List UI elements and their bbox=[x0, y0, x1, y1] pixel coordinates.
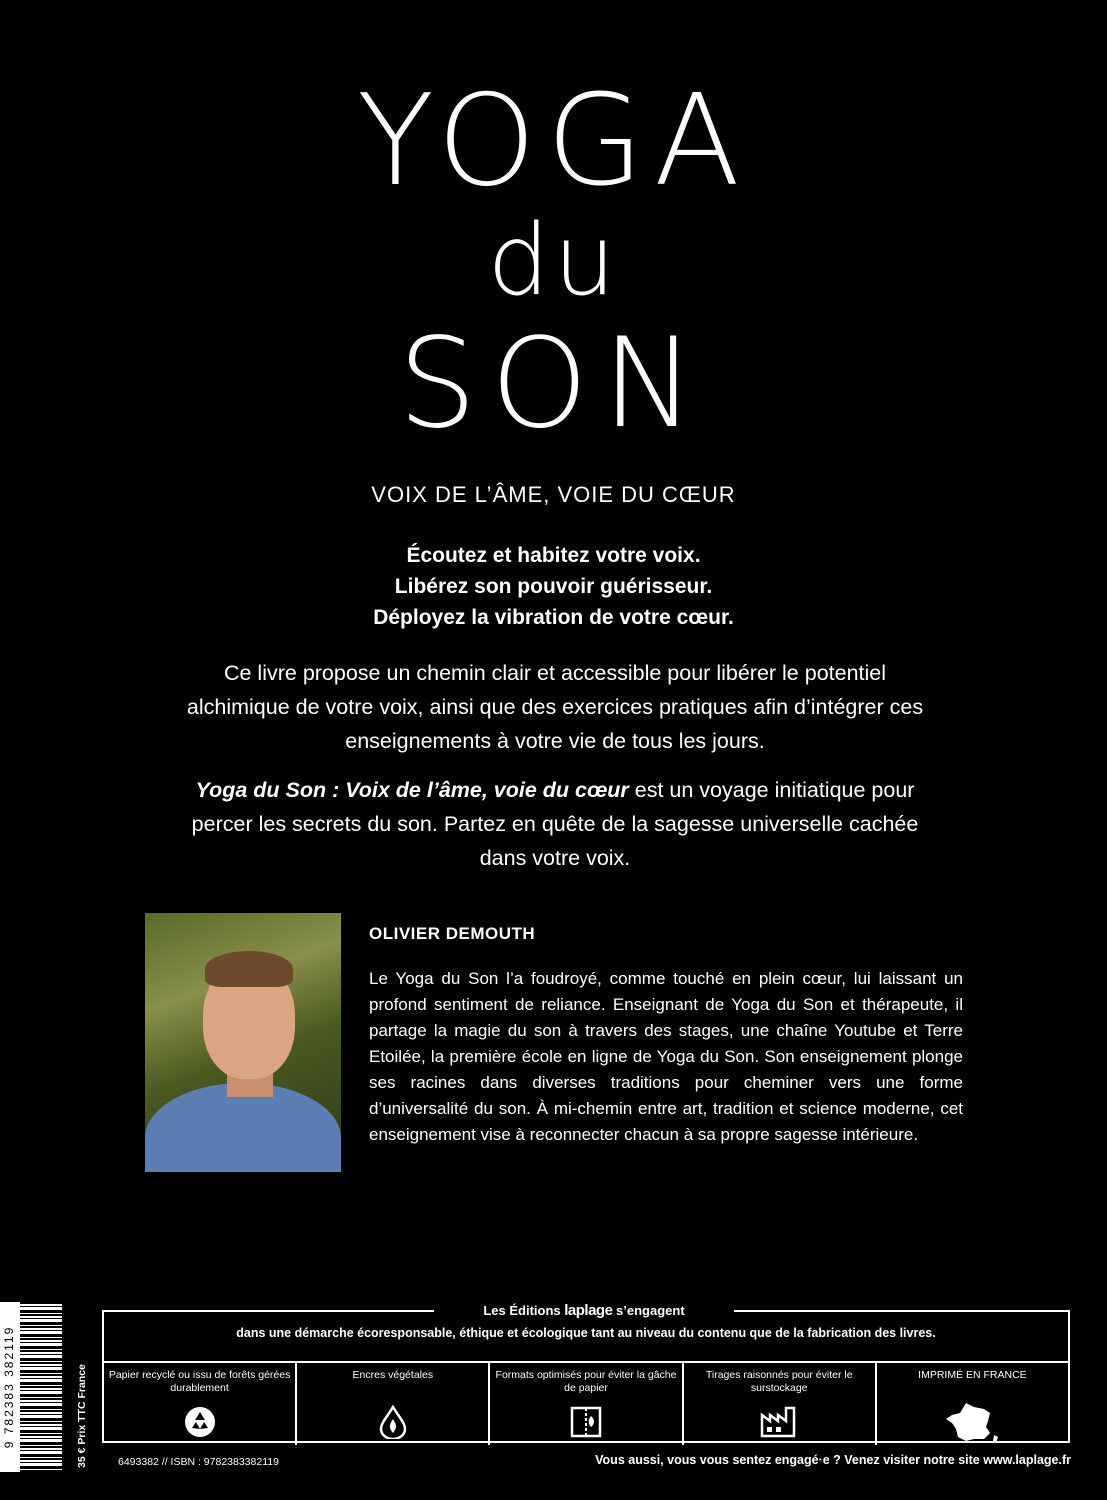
title-line-1: YOGA bbox=[356, 67, 751, 214]
eco-commitment-box bbox=[102, 1302, 1070, 1443]
ink-drop-icon bbox=[379, 1405, 407, 1444]
tagline-line: Écoutez et habitez votre voix. bbox=[406, 544, 701, 567]
price-label: 35 € Prix TTC France bbox=[76, 1364, 88, 1468]
france-map-icon bbox=[944, 1405, 1000, 1450]
description-paragraph: Ce livre propose un chemin clair et accessible pour libérer le potentiel alchimique de votre voix, ainsi que des exercices pratiques afin d’intégrer ces enseignements à votre vie de tous les jours. bbox=[186, 661, 924, 753]
isbn-line: 6493382 // ISBN : 9782383382119 bbox=[118, 1456, 279, 1468]
book-title-italic: Yoga du Son : Voix de l’âme, voie du cœur bbox=[195, 778, 629, 802]
website-link[interactable]: www.laplage.fr bbox=[983, 1453, 1071, 1467]
eco-item-label: Papier recyclé ou issu de forêts gérées durablement bbox=[108, 1369, 291, 1394]
title-line-3: SON bbox=[397, 312, 710, 456]
subtitle: VOIX DE L’ÂME, VOIE DU CŒUR bbox=[371, 482, 736, 507]
eco-item-ink bbox=[295, 1363, 488, 1445]
eco-grid bbox=[104, 1361, 1068, 1445]
tagline bbox=[0, 540, 1107, 633]
author-bio: Le Yoga du Son l’a foudroyé, comme touché en plein cœur, lui laissant un profond sentiment de reliance. Enseignant de Yoga du Son et thérapeute, il partage la magie du son à travers des stages, une chaîne Youtube et Terre Etoilée, la première école en ligne de Yoga du Son. Son enseignement plonge ses racines dans diverses traditions pour cheminer vers une forme d’universalité du son. À mi-chemin entre art, tradition et science moderne, cet enseignement vise à reconnecter chacun à sa propre sagesse intérieure. bbox=[369, 969, 963, 1144]
eco-item-paper bbox=[104, 1363, 295, 1445]
eco-item-made-in-france bbox=[875, 1363, 1068, 1445]
factory-icon bbox=[759, 1405, 799, 1444]
eco-item-label: Encres végétales bbox=[352, 1369, 434, 1381]
summary-text: est un voyage initiatique pour percer les secrets du son. Partez en quête de la sagesse universelle cachée dans votre voix. bbox=[191, 778, 919, 870]
eco-item-print-runs bbox=[682, 1363, 875, 1445]
paper-format-icon bbox=[569, 1405, 603, 1444]
tagline-line: Libérez son pouvoir guérisseur. bbox=[394, 575, 713, 598]
author-photo bbox=[145, 913, 341, 1172]
eco-item-label: Formats optimisés pour éviter la gâche de papier bbox=[495, 1369, 677, 1394]
publisher-brand: laplage bbox=[564, 1302, 613, 1319]
eco-heading: Les Éditions laplage s’engagent bbox=[434, 1302, 734, 1319]
eco-item-label: IMPRIMÉ EN FRANCE bbox=[918, 1369, 1027, 1381]
eco-item-format bbox=[488, 1363, 681, 1445]
barcode-number: 9 782383 382119 bbox=[2, 1325, 16, 1449]
barcode bbox=[0, 1302, 62, 1472]
author-name: OLIVIER DEMOUTH bbox=[369, 924, 536, 943]
footer-call-to-action: Vous aussi, vous vous sentez engagé·e ? Venez visiter notre site www.laplage.fr bbox=[595, 1453, 1071, 1467]
eco-item-label: Tirages raisonnés pour éviter le surstockage bbox=[705, 1369, 853, 1394]
eco-subheading: dans une démarche écoresponsable, éthique et écologique tant au niveau du contenu que de la fabrication des livres. bbox=[236, 1326, 936, 1340]
recycle-icon bbox=[183, 1405, 217, 1444]
tagline-line: Déployez la vibration de votre cœur. bbox=[373, 606, 734, 629]
title-line-2: du bbox=[487, 204, 620, 318]
barcode-bars bbox=[20, 1302, 62, 1472]
summary-paragraph bbox=[170, 773, 940, 875]
